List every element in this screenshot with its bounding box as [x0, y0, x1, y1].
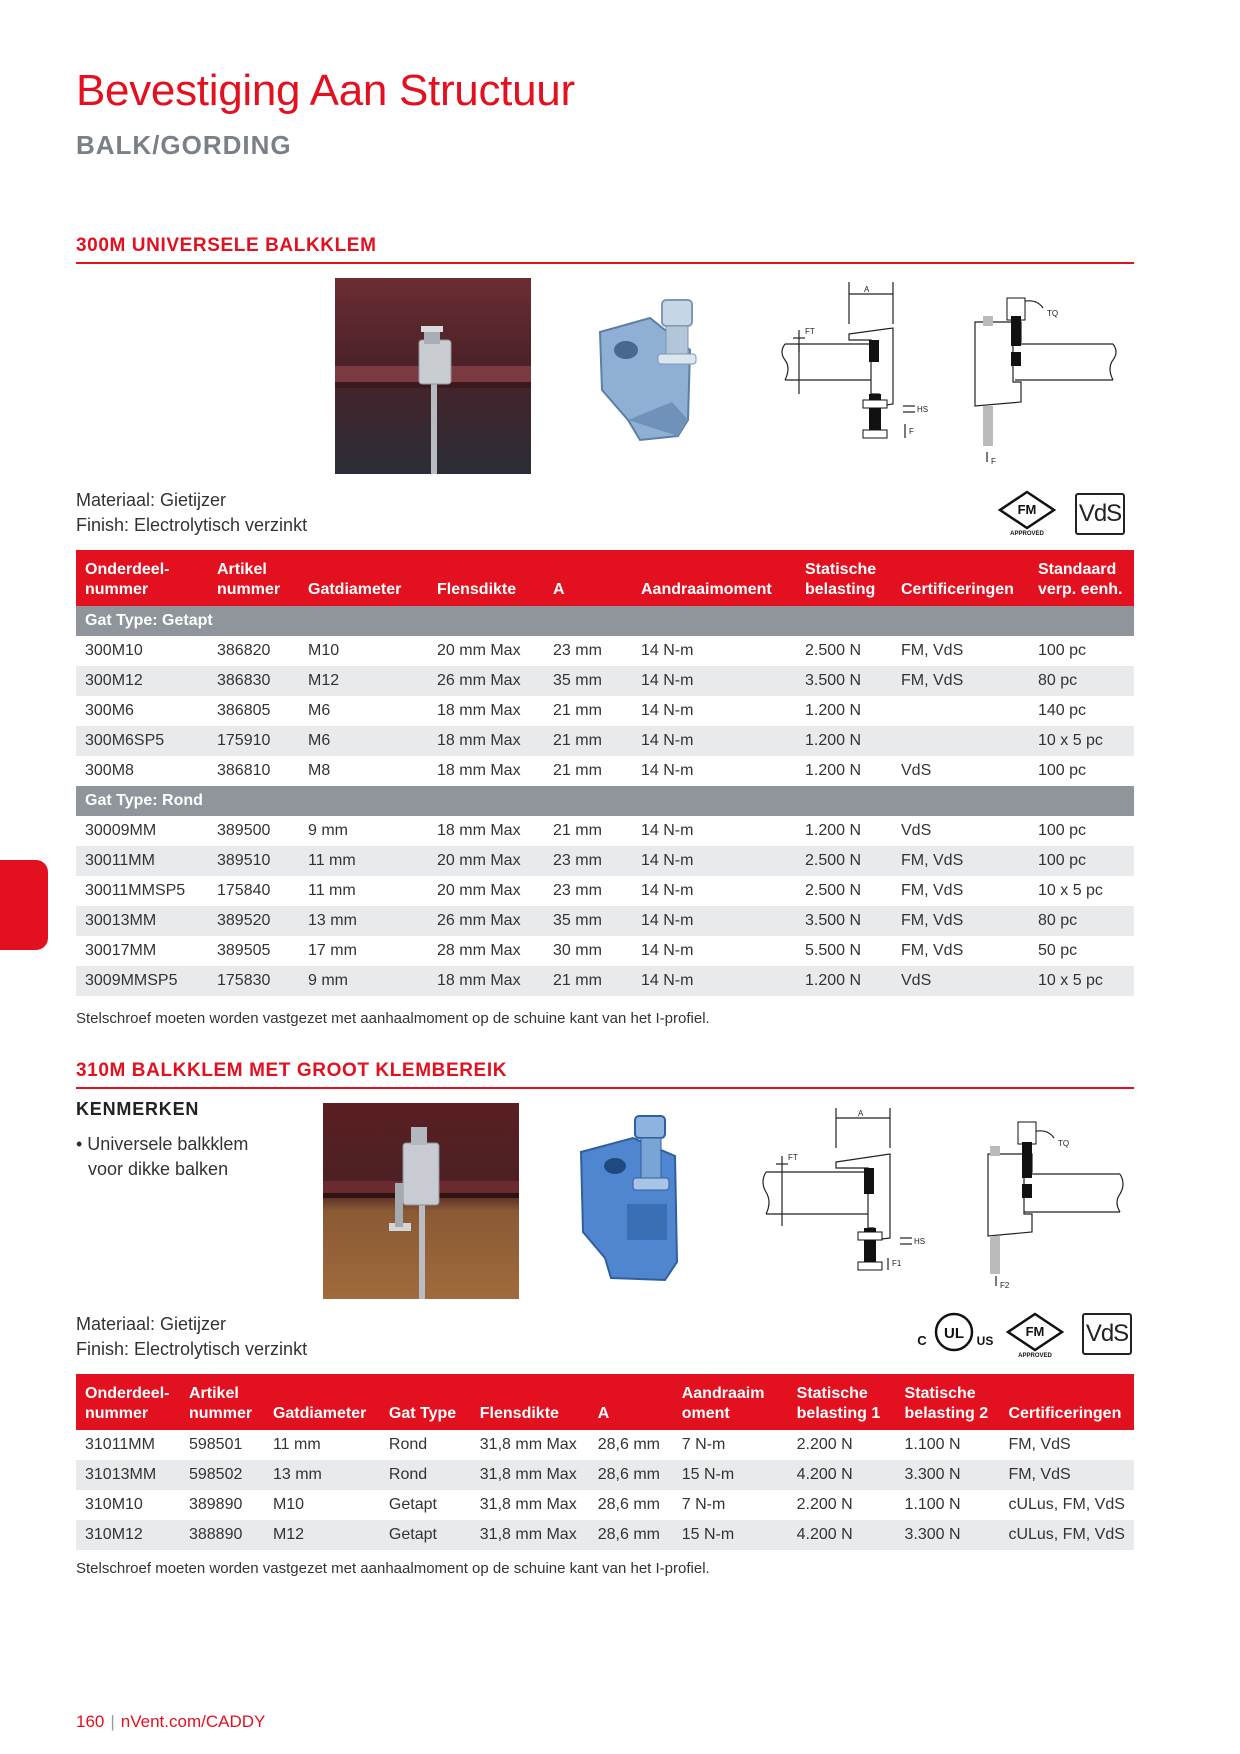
table-cell: 10 x 5 pc: [1029, 726, 1134, 756]
table-cell: 5.500 N: [805, 942, 862, 959]
table-header-cell: Statische belasting 2: [896, 1374, 1000, 1430]
table-cell: 21 mm: [553, 822, 602, 839]
table-cell: 300M6SP5: [76, 726, 208, 756]
table-cell: VdS: [892, 966, 1029, 996]
table-cell: 31011MM: [85, 1436, 155, 1453]
vds-logo: VdS: [1075, 493, 1125, 535]
dim-label-tq: TQ: [1058, 1139, 1070, 1148]
table-cell: VdS: [901, 822, 932, 839]
table-cell: FM, VdS: [901, 642, 964, 659]
table-cell: 50 pc: [1038, 942, 1078, 959]
table-cell: 100 pc: [1038, 642, 1087, 659]
table-cell: 28,6 mm: [597, 1496, 660, 1513]
table-cell: 30011MM: [76, 846, 208, 876]
table-row: [76, 726, 1134, 756]
table-cell: 388890: [180, 1520, 264, 1550]
table-row: [76, 636, 1134, 666]
table-cell: Getapt: [388, 1496, 437, 1513]
page-title: Bevestiging Aan Structuur: [76, 66, 575, 115]
table-cell: 9 mm: [299, 966, 428, 996]
table-cell: M6: [299, 726, 428, 756]
table-cell: 2.200 N: [796, 1496, 853, 1513]
table-cell: 100 pc: [1029, 846, 1134, 876]
installation-photo: [323, 1103, 519, 1299]
table-cell: 15 N-m: [673, 1520, 788, 1550]
table-cell: 18 mm Max: [437, 762, 521, 779]
table-cell: 26 mm Max: [428, 906, 544, 936]
table-cell: 17 mm: [308, 942, 357, 959]
svg-text:FM: FM: [1025, 1324, 1045, 1339]
table-cell: 14 N-m: [641, 822, 694, 839]
table-header-row: [76, 550, 1134, 606]
svg-text:C: C: [917, 1333, 927, 1348]
cul-us-logo: [912, 1310, 996, 1356]
table-cell: 2.500 N: [805, 882, 862, 899]
section-rule: [76, 1087, 1134, 1089]
table-cell: 389890: [188, 1496, 243, 1513]
table-header-cell: Flensdikte: [428, 550, 544, 606]
table-cell: [892, 696, 1029, 726]
table-header-cell: Onderdeel- nummer: [76, 1374, 180, 1430]
features-title: KENMERKEN: [76, 1099, 200, 1119]
table-cell: FM, VdS: [901, 942, 964, 959]
table-cell: 300M10: [85, 642, 143, 659]
table-cell: 14 N-m: [641, 642, 694, 659]
table-cell: 4.200 N: [788, 1460, 896, 1490]
product-image-310m: [575, 1112, 705, 1287]
table-cell: 20 mm Max: [437, 882, 521, 899]
table-cell: 31013MM: [76, 1460, 180, 1490]
table-cell: M10: [272, 1496, 305, 1513]
table-header-cell: Gatdiameter: [299, 550, 428, 606]
table-cell: 310M12: [76, 1520, 180, 1550]
table-cell: 14 N-m: [641, 762, 694, 779]
page-number: 160: [76, 1712, 105, 1731]
table-cell: 3.300 N: [896, 1520, 1000, 1550]
table-cell: 386820: [217, 642, 271, 659]
table-cell: 3.500 N: [796, 906, 892, 936]
table-header-cell: Aandraaim oment: [673, 1374, 788, 1430]
footnote-300m: Stelschroef moeten worden vastgezet met aanhaalmoment op de schuine kant van het I-profiel.: [76, 1010, 710, 1027]
page-footer: [76, 1712, 265, 1732]
table-cell: FM, VdS: [901, 882, 964, 899]
table-cell: 21 mm: [553, 762, 602, 779]
table-cell: 21 mm: [544, 726, 632, 756]
table-cell: 2.500 N: [805, 642, 862, 659]
table-cell: 28,6 mm: [589, 1460, 673, 1490]
bullet-line-2: voor dikke balken: [88, 1159, 229, 1179]
table-cell: 598501: [188, 1436, 243, 1453]
dim-label-hs: HS: [914, 1237, 926, 1246]
table-cell: 23 mm: [553, 642, 602, 659]
section-side-tab: [0, 860, 48, 950]
table-cell: FM, VdS: [892, 906, 1029, 936]
table-cell: 30013MM: [76, 906, 208, 936]
table-cell: 20 mm Max: [437, 642, 521, 659]
table-cell: 30009MM: [85, 822, 157, 839]
features-bullet: [76, 1132, 296, 1182]
table-row: [76, 846, 1134, 876]
table-cell: 21 mm: [553, 702, 602, 719]
fm-approved-logo: [996, 490, 1058, 536]
table-cell: 1.200 N: [805, 762, 862, 779]
table-cell: FM, VdS: [999, 1460, 1134, 1490]
table-cell: FM, VdS: [1008, 1436, 1071, 1453]
table-cell: Rond: [380, 1460, 471, 1490]
table-cell: 35 mm: [544, 906, 632, 936]
table-cell: 386810: [217, 762, 271, 779]
table-row: [76, 876, 1134, 906]
table-cell: 14 N-m: [641, 702, 694, 719]
dim-label-f1: F1: [892, 1259, 902, 1268]
footer-url[interactable]: nVent.com/CADDY: [120, 1712, 266, 1731]
finish-text: Finish: Electrolytisch verzinkt: [76, 515, 308, 535]
table-group-row: Gat Type: Getapt: [76, 606, 1134, 636]
table-cell: 10 x 5 pc: [1038, 882, 1103, 899]
table-header-cell: Standaard verp. eenh.: [1029, 550, 1134, 606]
table-row: [76, 1430, 1134, 1460]
table-cell: 10 x 5 pc: [1029, 966, 1134, 996]
dim-label-ft: FT: [788, 1153, 798, 1162]
table-cell: Getapt: [380, 1520, 471, 1550]
svg-text:APPROVED: APPROVED: [1010, 531, 1044, 536]
table-cell: 30 mm: [553, 942, 602, 959]
page-subtitle: BALK/GORDING: [76, 130, 292, 160]
svg-text:US: US: [976, 1334, 994, 1348]
table-cell: 31,8 mm Max: [479, 1436, 577, 1453]
table-header-cell: Aandraaimoment: [632, 550, 796, 606]
table-cell: 386805: [217, 702, 271, 719]
table-cell: 14 N-m: [632, 726, 796, 756]
table-header-cell: Certificeringen: [999, 1374, 1134, 1430]
material-info: [76, 488, 307, 538]
svg-text:APPROVED: APPROVED: [1018, 1353, 1052, 1358]
table-header-cell: Flensdikte: [471, 1374, 589, 1430]
table-cell: 1.200 N: [805, 822, 862, 839]
finish-text: Finish: Electrolytisch verzinkt: [76, 1339, 308, 1359]
table-cell: 18 mm Max: [437, 822, 521, 839]
table-cell: 28,6 mm: [597, 1436, 660, 1453]
spec-table-310m: [76, 1374, 1134, 1550]
table-cell: 1.200 N: [796, 726, 892, 756]
table-cell: Rond: [388, 1436, 428, 1453]
table-header-cell: A: [589, 1374, 673, 1430]
table-row: [76, 756, 1134, 786]
table-cell: 4.200 N: [788, 1520, 896, 1550]
table-cell: FM, VdS: [892, 846, 1029, 876]
table-row: [76, 696, 1134, 726]
table-cell: 1.100 N: [904, 1436, 961, 1453]
material-text: Materiaal: Gietijzer: [76, 1314, 227, 1334]
dim-label-ft: FT: [805, 327, 815, 336]
dim-label-f: F: [909, 427, 914, 436]
table-cell: 30017MM: [85, 942, 157, 959]
table-header-cell: Statische belasting 1: [788, 1374, 896, 1430]
product-image-300m: [580, 290, 710, 460]
table-header-cell: Artikel nummer: [180, 1374, 264, 1430]
table-cell: 13 mm: [299, 906, 428, 936]
table-row: [76, 966, 1134, 996]
table-cell: 18 mm Max: [428, 966, 544, 996]
table-header-cell: Gat Type: [380, 1374, 471, 1430]
table-cell: 11 mm: [299, 846, 428, 876]
dim-label-a: A: [858, 1109, 864, 1118]
table-row: [76, 1520, 1134, 1550]
table-cell: 14 N-m: [641, 882, 694, 899]
table-cell: [892, 726, 1029, 756]
table-header-row: [76, 1374, 1134, 1430]
table-cell: 14 N-m: [641, 942, 694, 959]
table-cell: 1.200 N: [796, 966, 892, 996]
section-heading-310m: 310M BALKKLEM MET GROOT KLEMBEREIK: [76, 1060, 508, 1081]
table-row: [76, 1460, 1134, 1490]
vds-logo: VdS: [1082, 1313, 1132, 1355]
table-header-cell: A: [544, 550, 632, 606]
table-cell: 3.300 N: [896, 1460, 1000, 1490]
table-cell: 175910: [208, 726, 299, 756]
table-cell: 23 mm: [544, 846, 632, 876]
table-cell: 389500: [217, 822, 271, 839]
table-cell: FM, VdS: [892, 666, 1029, 696]
table-cell: 598502: [180, 1460, 264, 1490]
table-cell: 175830: [208, 966, 299, 996]
table-cell: 13 mm: [264, 1460, 380, 1490]
table-cell: 80 pc: [1029, 666, 1134, 696]
table-row: [76, 906, 1134, 936]
table-cell: 300M6: [85, 702, 134, 719]
table-cell: 18 mm Max: [437, 702, 521, 719]
table-cell: 1.200 N: [805, 702, 862, 719]
table-cell: 389510: [208, 846, 299, 876]
table-cell: 15 N-m: [673, 1460, 788, 1490]
table-cell: M10: [308, 642, 340, 659]
dim-label-tq: TQ: [1047, 309, 1059, 318]
table-cell: 11 mm: [308, 882, 356, 899]
table-cell: 28,6 mm: [589, 1520, 673, 1550]
table-cell: 1.100 N: [904, 1496, 961, 1513]
table-cell: M12: [264, 1520, 380, 1550]
table-cell: 14 N-m: [632, 846, 796, 876]
dimension-diagram-side: [775, 282, 945, 452]
table-cell: 80 pc: [1029, 906, 1134, 936]
table-cell: 14 N-m: [632, 666, 796, 696]
table-cell: 23 mm: [553, 882, 602, 899]
svg-text:FM: FM: [1017, 502, 1037, 517]
table-cell: 35 mm: [544, 666, 632, 696]
footer-separator: |: [110, 1712, 115, 1731]
table-cell: M8: [308, 762, 331, 779]
table-row: [76, 666, 1134, 696]
table-cell: 140 pc: [1038, 702, 1087, 719]
table-cell: 310M10: [85, 1496, 143, 1513]
table-row: [76, 816, 1134, 846]
table-cell: 300M8: [85, 762, 134, 779]
table-header-cell: Certificeringen: [892, 550, 1029, 606]
dim-label-f: F: [991, 457, 996, 466]
section-rule: [76, 262, 1134, 264]
table-cell: 14 N-m: [632, 966, 796, 996]
table-cell: 2.500 N: [796, 846, 892, 876]
dim-label-hs: HS: [917, 405, 929, 414]
table-cell: 100 pc: [1038, 822, 1087, 839]
table-cell: 389505: [217, 942, 271, 959]
table-row: [76, 1490, 1134, 1520]
table-cell: 31,8 mm Max: [471, 1520, 589, 1550]
table-cell: 175840: [217, 882, 271, 899]
table-cell: 7 N-m: [681, 1436, 726, 1453]
table-cell: 7 N-m: [681, 1496, 726, 1513]
table-header-cell: Artikel nummer: [208, 550, 299, 606]
table-cell: VdS: [901, 762, 932, 779]
table-header-cell: Statische belasting: [796, 550, 892, 606]
table-cell: 31,8 mm Max: [479, 1496, 577, 1513]
table-cell: 28 mm Max: [437, 942, 521, 959]
table-cell: 386830: [208, 666, 299, 696]
material-info: [76, 1312, 307, 1362]
table-cell: 2.200 N: [796, 1436, 853, 1453]
table-cell: 11 mm: [272, 1436, 321, 1453]
table-cell: 31,8 mm Max: [471, 1460, 589, 1490]
table-cell: 14 N-m: [632, 906, 796, 936]
installation-photo: [335, 278, 531, 474]
table-cell: M12: [299, 666, 428, 696]
table-cell: 9 mm: [308, 822, 348, 839]
table-cell: 30011MMSP5: [85, 882, 186, 899]
section-heading-300m: 300M UNIVERSELE BALKKLEM: [76, 235, 377, 256]
table-cell: 3.500 N: [796, 666, 892, 696]
table-cell: cULus, FM, VdS: [999, 1520, 1134, 1550]
table-cell: 300M12: [76, 666, 208, 696]
dim-label-f2: F2: [1000, 1281, 1010, 1290]
spec-table-300m: [76, 550, 1134, 996]
table-cell: 20 mm Max: [428, 846, 544, 876]
bullet-line-1: • Universele balkklem: [76, 1134, 249, 1154]
footnote-310m: Stelschroef moeten worden vastgezet met aanhaalmoment op de schuine kant van het I-profiel.: [76, 1560, 710, 1577]
table-header-cell: Onderdeel- nummer: [76, 550, 208, 606]
svg-text:UL: UL: [944, 1325, 964, 1342]
table-header-cell: Gatdiameter: [264, 1374, 380, 1430]
table-cell: 3009MMSP5: [76, 966, 208, 996]
dim-label-a: A: [864, 285, 870, 294]
table-group-row: Gat Type: Rond: [76, 786, 1134, 816]
table-cell: 26 mm Max: [428, 666, 544, 696]
dimension-diagram-side: [760, 1108, 935, 1293]
table-cell: 18 mm Max: [428, 726, 544, 756]
table-cell: 21 mm: [544, 966, 632, 996]
material-text: Materiaal: Gietijzer: [76, 490, 227, 510]
table-cell: M6: [308, 702, 331, 719]
table-cell: 100 pc: [1038, 762, 1087, 779]
table-row: [76, 936, 1134, 966]
table-cell: 389520: [208, 906, 299, 936]
table-cell: cULus, FM, VdS: [1008, 1496, 1125, 1513]
fm-approved-logo: [1004, 1312, 1066, 1358]
